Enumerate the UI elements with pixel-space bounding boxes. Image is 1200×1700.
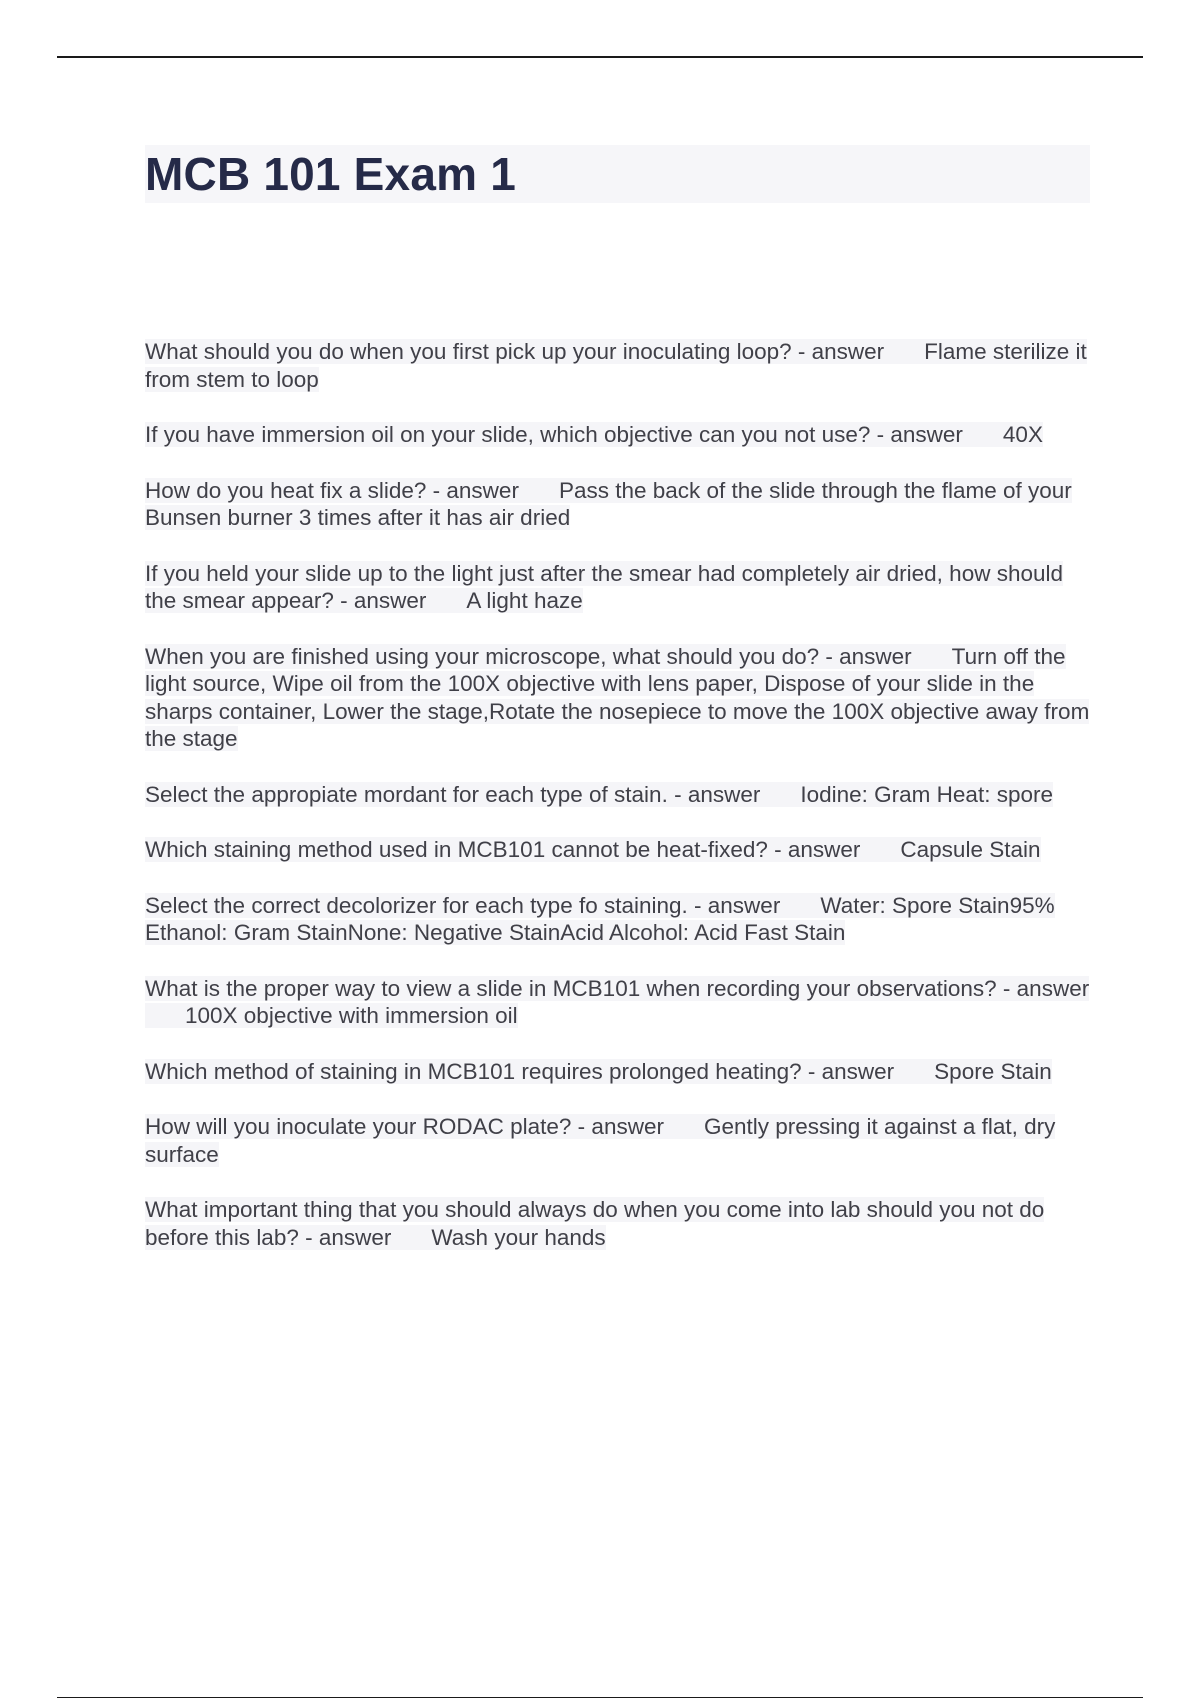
question-text: What important thing that you should always do when you come into lab should you not do before this lab? - answer: [145, 1197, 1045, 1250]
question-text: Which method of staining in MCB101 requires prolonged heating? - answer: [145, 1058, 895, 1084]
answer-text: 100X objective with immersion oil: [185, 1003, 518, 1028]
answer-text: Gently pressing it against a flat, dry surface: [145, 1114, 1056, 1167]
qa-item: [145, 1058, 1090, 1086]
qa-item: [145, 338, 1090, 393]
answer-text: Pass the back of the slide through the flame of your Bunsen burner 3 times after it has air dried: [145, 477, 1072, 530]
qa-item: [145, 477, 1090, 532]
page-title: MCB 101 Exam 1: [145, 148, 516, 200]
question-text: Select the correct decolorizer for each type fo staining. - answer: [145, 892, 781, 918]
answer-text: Flame sterilize it from stem to loop: [145, 339, 1087, 392]
qa-item: [145, 421, 1090, 449]
question-text: How do you heat fix a slide? - answer: [145, 477, 519, 503]
question-text: Which staining method used in MCB101 cannot be heat-fixed? - answer: [145, 837, 861, 862]
qa-item: [145, 560, 1090, 615]
qa-item: [145, 781, 1090, 809]
qa-item: [145, 975, 1090, 1030]
answer-text: A light haze: [466, 588, 583, 613]
question-text: What is the proper way to view a slide in MCB101 when recording your observations? - answer: [145, 975, 1090, 1001]
answer-text: 40X: [1002, 422, 1043, 447]
bottom-divider: [57, 1697, 1143, 1698]
answer-text: Water: Spore Stain95% Ethanol: Gram StainNone: Negative StainAcid Alcohol: Acid Fast Stain: [145, 892, 1055, 945]
question-text: When you are finished using your microscope, what should you do? - answer: [145, 643, 912, 669]
qa-item: [145, 836, 1090, 864]
qa-item: [145, 892, 1090, 947]
qa-list: [145, 338, 1090, 1279]
answer-text: Iodine: Gram Heat: spore: [800, 781, 1053, 807]
question-text: Select the appropiate mordant for each type of stain. - answer: [145, 781, 761, 807]
question-text: What should you do when you first pick up your inoculating loop? - answer: [145, 339, 885, 364]
answer-text: Capsule Stain: [900, 837, 1041, 862]
answer-text: Turn off the light source, Wipe oil from the 100X objective with lens paper, Dispose of your slide in the sharps container, Lower the stage,Rotate the nosepiece to move the 100X objective away from the stage: [145, 643, 1090, 751]
answer-text: Spore Stain: [934, 1058, 1052, 1084]
question-text: How will you inoculate your RODAC plate? - answer: [145, 1114, 664, 1139]
qa-item: [145, 643, 1090, 753]
qa-item: [145, 1196, 1090, 1251]
answer-text: Wash your hands: [431, 1224, 606, 1250]
question-text: If you have immersion oil on your slide, which objective can you not use? - answer: [145, 422, 963, 447]
qa-item: [145, 1113, 1090, 1168]
question-text: If you held your slide up to the light just after the smear had completely air dried, how should the smear appear? - answer: [145, 560, 1064, 613]
top-divider: [57, 56, 1143, 58]
